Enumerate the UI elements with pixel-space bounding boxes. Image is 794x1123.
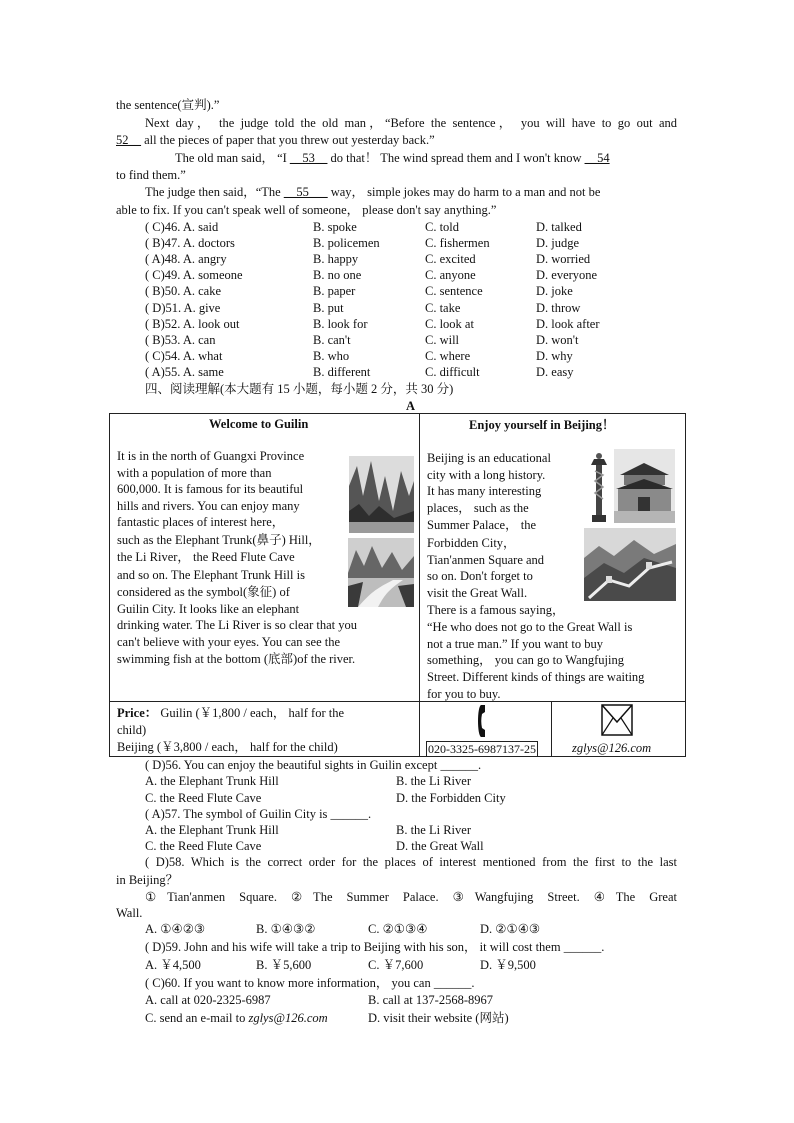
answer-d: D. talked — [536, 220, 582, 234]
answer-d: D. why — [536, 349, 573, 363]
answer-b: B. spoke — [313, 220, 357, 234]
text-line: fantastic places of interest here， — [117, 515, 285, 529]
text-line: and so on. The Elephant Trunk Hill is — [117, 568, 305, 582]
text-line: Summer Palace， the — [427, 518, 536, 532]
answer-c: C. look at — [425, 317, 474, 331]
answer-a: ( C)49. A. someone — [145, 268, 243, 282]
answer-d: D. throw — [536, 301, 581, 315]
option: D. the Forbidden City — [396, 791, 506, 805]
option: C. ②①③④ — [368, 922, 428, 936]
text-line: Beijing is an educational — [427, 451, 551, 465]
phone-number: 020-3325-6987137-25 — [428, 742, 536, 756]
answer-b: B. different — [313, 365, 371, 379]
answer-c: C. sentence — [425, 284, 483, 298]
question-57: ( A)57. The symbol of Guilin City is ______. — [145, 807, 372, 821]
answer-d: D. judge — [536, 236, 580, 250]
text-line: “He who does not go to the Great Wall is — [427, 620, 633, 634]
answer-c: C. take — [425, 301, 461, 315]
option: A. the Elephant Trunk Hill — [145, 823, 279, 837]
price-line: child) — [117, 723, 147, 737]
option: D. ②①④③ — [480, 922, 541, 936]
answer-b: B. look for — [313, 317, 368, 331]
option: D. the Great Wall — [396, 839, 484, 853]
option: A. call at 020-2325-6987 — [145, 993, 271, 1007]
answer-d: D. look after — [536, 317, 600, 331]
answer-b: B. policemen — [313, 236, 380, 250]
answer-a: ( B)52. A. look out — [145, 317, 240, 331]
answer-d: D. everyone — [536, 268, 598, 282]
text-line: Tian'anmen Square and — [427, 553, 545, 567]
answer-c: C. where — [425, 349, 471, 363]
text-line: Guilin City. It looks like an elephant — [117, 602, 300, 616]
li-river-photo — [348, 538, 414, 607]
answer-c: C. difficult — [425, 365, 480, 379]
answer-a: ( C)54. A. what — [145, 349, 223, 363]
answer-b: B. put — [313, 301, 344, 315]
price-guilin: Guilin (￥1,800 / each， half for the — [157, 706, 345, 720]
cloze-line: to find them.” — [116, 168, 186, 182]
text-line: the Li River， the Reed Flute Cave — [117, 550, 295, 564]
question-56: ( D)56. You can enjoy the beautiful sights in Guilin except ______. — [145, 758, 482, 772]
text-line: city with a long history. — [427, 468, 546, 482]
text-line: considered as the symbol(象征) of — [117, 585, 290, 599]
answer-c: C. fishermen — [425, 236, 490, 250]
text-line: can't believe with your eyes. You can see the — [117, 635, 341, 649]
cloze-text: do that！ The wind spread them and I won't know — [327, 151, 585, 165]
option-text: C. send an e-mail to — [145, 1011, 249, 1025]
great-wall-photo — [584, 528, 676, 601]
table-divider — [109, 701, 686, 702]
tiananmen-photo — [614, 449, 675, 523]
text-line: Street. Different kinds of things are waiting — [427, 670, 645, 684]
email-address: zglys@126.com — [572, 741, 652, 755]
text-line: such as the Elephant Trunk(鼻子) Hill， — [117, 533, 321, 547]
option: C. the Reed Flute Cave — [145, 839, 262, 853]
cloze-text: The judge then said，“The — [145, 185, 284, 199]
answer-d: D. easy — [536, 365, 574, 379]
text-line: 600,000. It is famous for its beautiful — [117, 482, 304, 496]
guilin-karst-photo — [349, 456, 414, 533]
text-line: drinking water. The Li River is so clear that you — [117, 618, 357, 632]
answer-b: B. no one — [313, 268, 362, 282]
answer-a: ( B)53. A. can — [145, 333, 216, 347]
email-text: zglys@126.com — [248, 1011, 328, 1025]
cloze-line — [116, 132, 435, 148]
blank-53: __53__ — [289, 151, 328, 165]
cloze-text: way， simple jokes may do harm to a man and not be — [327, 185, 601, 199]
cloze-line — [175, 150, 610, 166]
answer-b: B. happy — [313, 252, 359, 266]
passage-label: A — [406, 399, 416, 413]
answer-c: C. anyone — [425, 268, 476, 282]
blank-55: __55___ — [283, 185, 328, 199]
text-line: something， you can go to Wangfujing — [427, 653, 625, 667]
option: D. ￥9,500 — [480, 958, 536, 972]
option: B. ￥5,600 — [256, 958, 312, 972]
text-line: for you to buy. — [427, 687, 501, 701]
cloze-text: all the pieces of paper that you threw out yesterday back.” — [141, 133, 435, 147]
text-line: Forbidden City， — [427, 536, 516, 550]
question-58: ( D)58. Which is the correct order for the places of interest mentioned from the first to the last — [145, 855, 677, 869]
answer-a: ( A)48. A. angry — [145, 252, 227, 266]
text-line: It is in the north of Guangxi Province — [117, 449, 305, 463]
beijing-title: Enjoy yourself in Beijing！ — [469, 418, 615, 432]
option: C. the Reed Flute Cave — [145, 791, 262, 805]
option: C. ￥7,600 — [368, 958, 424, 972]
option: B. ①④③② — [256, 922, 316, 936]
text-line: not a true man.” If you want to buy — [427, 637, 603, 651]
answer-c: C. will — [425, 333, 460, 347]
text-line: places， such as the — [427, 501, 529, 515]
answer-d: D. worried — [536, 252, 591, 266]
table-divider — [419, 413, 420, 757]
cloze-text: The old man said， “I — [175, 151, 290, 165]
text-line: so on. Don't forget to — [427, 569, 533, 583]
answer-a: ( D)51. A. give — [145, 301, 221, 315]
text-line: swimming fish at the bottom (底部)of the river. — [117, 652, 356, 666]
phone-icon — [475, 703, 497, 739]
answer-a: ( B)50. A. cake — [145, 284, 222, 298]
text-line: It has many interesting — [427, 484, 542, 498]
huabiao-photo — [586, 451, 612, 524]
cloze-line: able to fix. If you can't speak well of someone， please don't say anything.” — [116, 203, 497, 217]
question-58-items: ①Tian'anmen Square. ②The Summer Palace. ③Wangfujing Street. ④The Great — [145, 890, 677, 904]
guilin-title: Welcome to Guilin — [209, 417, 309, 431]
option: B. the Li River — [396, 823, 471, 837]
option: D. visit their website (网站) — [368, 1011, 509, 1025]
option: A. the Elephant Trunk Hill — [145, 774, 279, 788]
option — [145, 1010, 328, 1026]
cloze-line — [145, 184, 600, 200]
text-line: with a population of more than — [117, 466, 272, 480]
cloze-line: the sentence(宣判).” — [116, 98, 220, 112]
table-divider — [551, 701, 552, 757]
option: A. ①④②③ — [145, 922, 206, 936]
answer-b: B. who — [313, 349, 350, 363]
envelope-icon — [601, 704, 633, 736]
answer-b: B. paper — [313, 284, 356, 298]
answer-c: C. told — [425, 220, 460, 234]
price-label: Price： — [117, 706, 158, 720]
section-heading: 四、阅读理解(本大题有 15 小题，每小题 2 分，共 30 分) — [145, 382, 454, 396]
question-58-cont: in Beijing？ — [116, 873, 179, 887]
option: B. call at 137-2568-8967 — [368, 993, 493, 1007]
answer-d: D. joke — [536, 284, 573, 298]
question-58-items: Wall. — [116, 906, 143, 920]
blank-54: __54 — [584, 151, 610, 165]
answer-a: ( C)46. A. said — [145, 220, 219, 234]
answer-a: ( B)47. A. doctors — [145, 236, 235, 250]
blank-52: 52__ — [116, 133, 141, 147]
price-line — [117, 705, 344, 721]
price-beijing: Beijing (￥3,800 / each， half for the child) — [117, 740, 338, 754]
question-60: ( C)60. If you want to know more information， you can ______. — [145, 976, 475, 990]
text-line: visit the Great Wall. — [427, 586, 528, 600]
answer-a: ( A)55. A. same — [145, 365, 224, 379]
question-59: ( D)59. John and his wife will take a trip to Beijing with his son， it will cost them ______. — [145, 940, 605, 954]
option: A. ￥4,500 — [145, 958, 201, 972]
text-line: There is a famous saying， — [427, 603, 565, 617]
option: B. the Li River — [396, 774, 471, 788]
answer-d: D. won't — [536, 333, 579, 347]
answer-c: C. excited — [425, 252, 476, 266]
answer-b: B. can't — [313, 333, 351, 347]
cloze-line: Next day， the judge told the old man，“Before the sentence， you will have to go out and — [145, 116, 677, 130]
text-line: hills and rivers. You can enjoy many — [117, 499, 300, 513]
